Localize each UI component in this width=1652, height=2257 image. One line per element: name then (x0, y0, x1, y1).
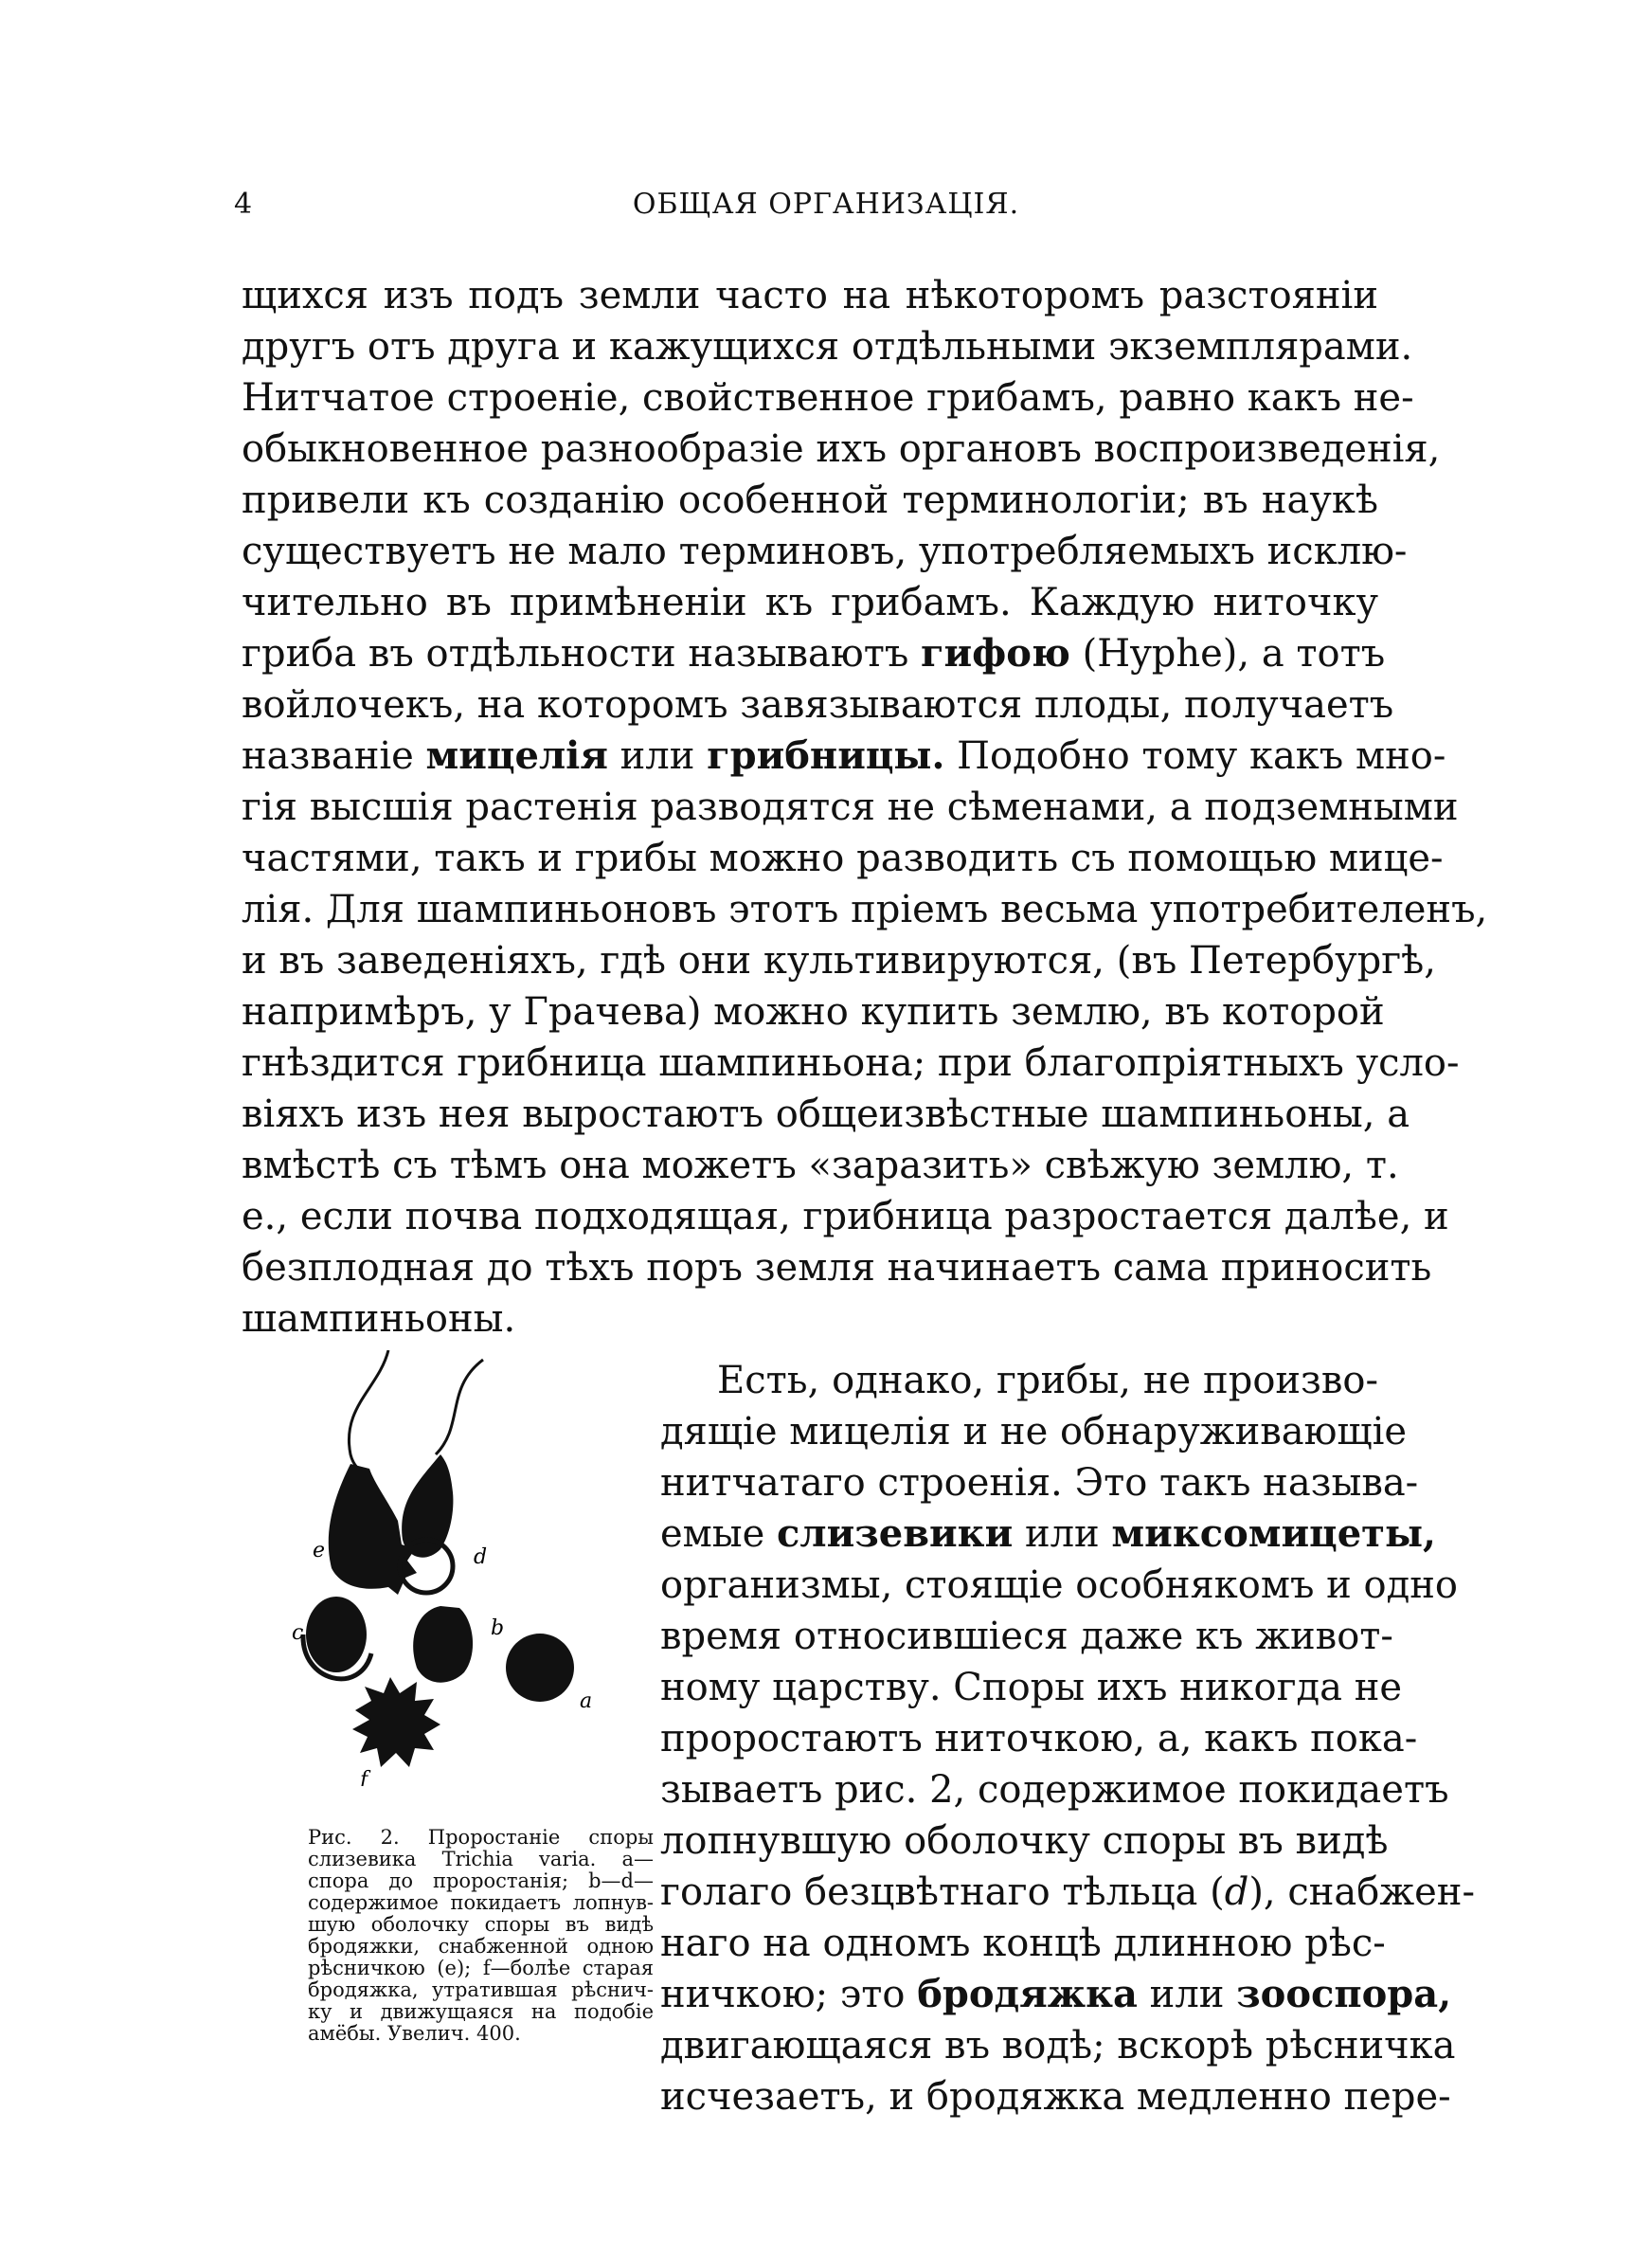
text-line: исчезаетъ, и бродяжка медленно пере- (660, 2075, 1451, 2119)
text-line: е., если почва подходящая, грибница разростается далѣе, и (242, 1195, 1449, 1238)
text-line: зываетъ рис. 2, содержимое покидаетъ (660, 1768, 1449, 1812)
flagellum-e (349, 1350, 388, 1483)
text-line: частями, такъ и грибы можно разводить съ помощью мице- (242, 837, 1444, 880)
figure-caption (308, 1827, 654, 2045)
label-a: a (580, 1689, 593, 1713)
text-line: войлочекъ, на которомъ завязываются плоды, получаетъ (242, 683, 1394, 727)
text-span: или (1149, 1973, 1225, 2016)
text-line: чительно въ примѣненіи къ грибамъ. Каждую ниточку (242, 581, 1378, 624)
text-span: голаго безцвѣтнаго тѣльца ( (660, 1870, 1225, 1914)
text-span: (Hyphe), а тотъ (1082, 632, 1386, 676)
main-text (242, 270, 1488, 1345)
text-line: Нитчатое строеніе, свойственное грибамъ, равно какъ не- (242, 376, 1414, 420)
figure-illustration (284, 1350, 663, 1786)
text-span: , (1423, 1511, 1436, 1556)
caption-line: ку и движущаяся на подобіе (308, 2001, 654, 2023)
term-gribnitsa: грибницы. (707, 733, 945, 778)
label-e: e (313, 1539, 326, 1562)
text-line: щихся изъ подъ земли часто на нѣкоторомъ разстояніи (242, 274, 1378, 317)
caption-line: содержимое покидаетъ лопнув- (308, 1892, 654, 1914)
term-brodyazhka: бродяжка (917, 1972, 1138, 2016)
text-line: проростаютъ ниточкою, а, какъ пока- (660, 1717, 1418, 1760)
term-myxomycetes (1111, 1511, 1436, 1556)
text-span: ), снабжен- (1248, 1870, 1475, 1914)
text-line (660, 1969, 1452, 2020)
figure-2 (284, 1350, 663, 1786)
text-line: привели къ созданію особенной терминологіи; въ наукѣ (242, 478, 1378, 522)
text-line: напримѣръ, у Грачева) можно купить землю, въ которой (242, 990, 1385, 1034)
caption-line: бродяжки, снабженной одною (308, 1936, 654, 1958)
text-line: наго на одномъ концѣ длинною рѣс- (660, 1922, 1386, 1965)
right-column-text (660, 1355, 1475, 2122)
label-d: d (474, 1545, 488, 1569)
spore-b (413, 1606, 473, 1683)
text-line: гія высшія растенія разводятся не сѣменами, а подземными (242, 785, 1459, 829)
term-slizeviki: слизевики (777, 1511, 1014, 1556)
running-head: ОБЩАЯ ОРГАНИЗАЦІЯ. (632, 188, 1020, 221)
text-line: время относившіеся даже къ живот- (660, 1615, 1393, 1658)
term-zoospora: зооспора, (1236, 1972, 1452, 2016)
label-b: b (491, 1616, 505, 1640)
text-span: гриба въ отдѣльности называютъ (242, 632, 909, 676)
label-c: c (292, 1621, 304, 1645)
text-line (242, 628, 1386, 679)
term-hyphe: гифою (921, 631, 1070, 676)
spore-c-inner (306, 1597, 367, 1672)
caption-line: шую оболочку споры въ видѣ (308, 1914, 654, 1936)
text-line: Есть, однако, грибы, не произво- (717, 1359, 1378, 1402)
text-line: и въ заведеніяхъ, гдѣ они культивируются, (въ Петербургѣ, (242, 939, 1436, 983)
text-line: шампиньоны. (242, 1297, 516, 1341)
text-span: или (1024, 1512, 1100, 1556)
text-line: обыкновенное разнообразіе ихъ органовъ воспроизведенія, (242, 427, 1441, 471)
text-span: миксомицеты (1111, 1511, 1424, 1556)
ref-d: d (1224, 1870, 1249, 1914)
text-line (660, 1867, 1475, 1918)
text-line: организмы, стоящіе особнякомъ и одно (660, 1563, 1458, 1607)
caption-line: слизевика Trichia varia. а— (308, 1849, 654, 1870)
label-f: f (360, 1768, 368, 1786)
text-line: вмѣстѣ съ тѣмъ она можетъ «заразить» свѣжую землю, т. (242, 1144, 1399, 1187)
text-line: віяхъ изъ нея выростаютъ общеизвѣстные шампиньоны, а (242, 1092, 1410, 1136)
text-line: гнѣздится грибница шампиньона; при благопріятныхъ усло- (242, 1041, 1460, 1085)
text-line: лія. Для шампиньоновъ этотъ пріемъ весьма употребителенъ, (242, 888, 1488, 931)
page-number: 4 (234, 188, 253, 221)
text-span: емые (660, 1512, 765, 1556)
text-line: безплодная до тѣхъ поръ земля начинаетъ сама приносить (242, 1246, 1432, 1290)
term-mycelium: мицелія (425, 733, 608, 778)
text-span: Подобно тому какъ мно- (957, 734, 1446, 778)
text-line: ному царству. Споры ихъ никогда не (660, 1666, 1403, 1709)
page-header (0, 188, 1652, 235)
caption-line: Рис. 2. Проростаніе споры (308, 1827, 654, 1849)
text-span: названіе (242, 734, 414, 778)
caption-line: спора до проростанія; b—d— (308, 1870, 654, 1892)
flagellum-d (436, 1360, 483, 1454)
text-line: лопнувшую оболочку споры въ видѣ (660, 1819, 1389, 1863)
caption-line: рѣсничкою (е); f—болѣе старая (308, 1958, 654, 1979)
caption-line: амёбы. Увелич. 400. (308, 2023, 521, 2045)
text-span: или (620, 734, 695, 778)
text-line (242, 731, 1446, 782)
spore-a (506, 1634, 574, 1702)
text-line (660, 1508, 1436, 1560)
text-span: ничкою; это (660, 1973, 906, 2016)
text-line: существуетъ не мало терминовъ, употребляемыхъ исклю- (242, 530, 1408, 573)
text-line: дящіе мицелія и не обнаруживающіе (660, 1410, 1408, 1454)
amoeba-f (352, 1677, 440, 1767)
caption-line: бродяжка, утратившая рѣснич- (308, 1979, 654, 2001)
text-line: нитчатаго строенія. Это такъ называ- (660, 1461, 1419, 1505)
text-line: двигающаяся въ водѣ; вскорѣ рѣсничка (660, 2024, 1456, 2067)
text-line: другъ отъ друга и кажущихся отдѣльными экземплярами. (242, 325, 1413, 369)
